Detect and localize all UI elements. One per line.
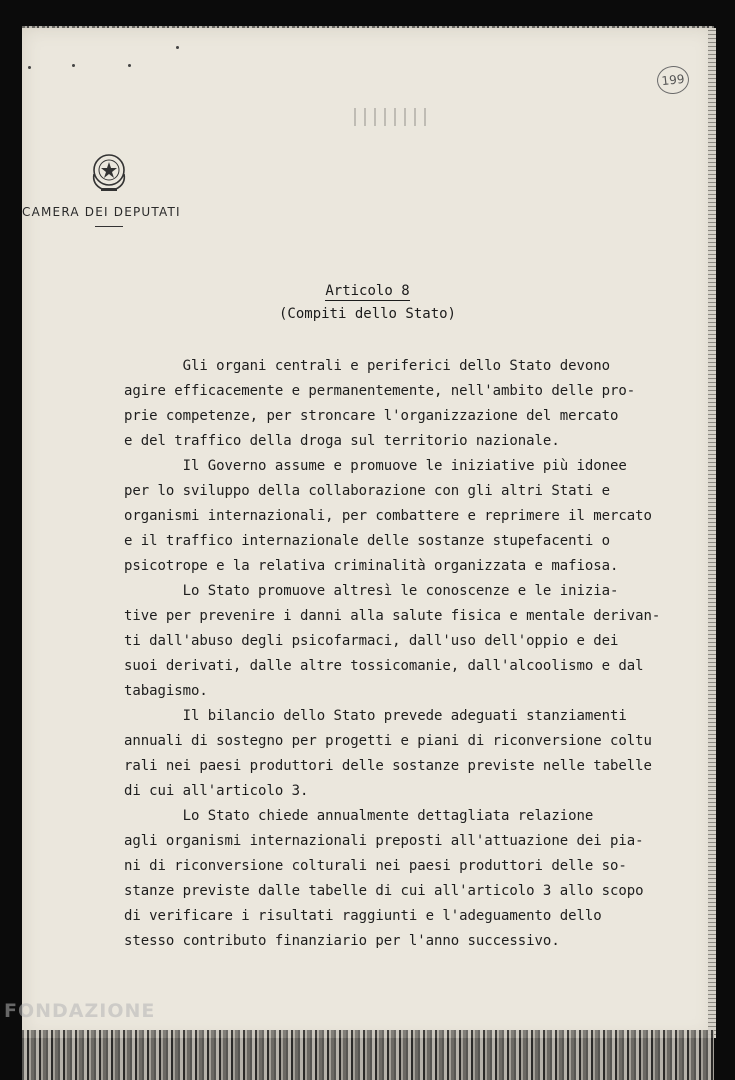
- body-line: tabagismo.: [124, 683, 208, 699]
- speck: [72, 64, 75, 67]
- page-number-stamp: 199: [656, 64, 691, 95]
- article-body: [124, 354, 699, 954]
- article-title: Articolo 8: [325, 283, 410, 299]
- scan-border-bottom: [22, 1030, 714, 1080]
- institution-heading: CAMERA DEI DEPUTATI: [22, 205, 181, 219]
- body-line: Il bilancio dello Stato prevede adeguati stanziamenti: [124, 708, 627, 724]
- speck: [128, 64, 131, 67]
- body-line: e il traffico internazionale delle sostanze stupefacenti o: [124, 533, 610, 549]
- body-line: prie competenze, per stroncare l'organizzazione del mercato: [124, 408, 619, 424]
- body-line: di verificare i risultati raggiunti e l'adeguamento dello: [124, 908, 602, 924]
- speck: [176, 46, 179, 49]
- body-line: ni di riconversione colturali nei paesi produttori delle so-: [124, 858, 627, 874]
- body-line: rali nei paesi produttori delle sostanze previste nelle tabelle: [124, 758, 652, 774]
- body-line: tive per prevenire i danni alla salute fisica e mentale derivan-: [124, 608, 661, 624]
- body-line: Lo Stato promuove altresì le conoscenze e le inizia-: [124, 583, 619, 599]
- speck: [28, 66, 31, 69]
- faded-stamp: [350, 108, 430, 126]
- body-line: Lo Stato chiede annualmente dettagliata relazione: [124, 808, 594, 824]
- body-line: psicotrope e la relativa criminalità organizzata e mafiosa.: [124, 558, 619, 574]
- body-line: di cui all'articolo 3.: [124, 783, 309, 799]
- heading-divider: [95, 226, 123, 227]
- archive-watermark: FONDAZIONE: [4, 1000, 156, 1022]
- body-line: ti dall'abuso degli psicofarmaci, dall'uso dell'oppio e dei: [124, 633, 619, 649]
- body-line: agire efficacemente e permanentemente, nell'ambito delle pro-: [124, 383, 636, 399]
- body-line: agli organismi internazionali preposti all'attuazione dei pia-: [124, 833, 644, 849]
- body-line: Il Governo assume e promuove le iniziative più idonee: [124, 458, 627, 474]
- scan-border-right: [708, 28, 716, 1038]
- body-line: organismi internazionali, per combattere e reprimere il mercato: [124, 508, 652, 524]
- article-subtitle: (Compiti dello Stato): [278, 306, 456, 322]
- body-line: per lo sviluppo della collaborazione con gli altri Stati e: [124, 483, 610, 499]
- body-line: stesso contributo finanziario per l'anno successivo.: [124, 933, 560, 949]
- body-line: suoi derivati, dalle altre tossicomanie, dall'alcoolismo e dal: [124, 658, 644, 674]
- body-line: annuali di sostegno per progetti e piani di riconversione coltu: [124, 733, 652, 749]
- body-line: e del traffico della droga sul territorio nazionale.: [124, 433, 560, 449]
- body-line: stanze previste dalle tabelle di cui all'articolo 3 allo scopo: [124, 883, 644, 899]
- italian-republic-emblem-icon: [88, 150, 130, 196]
- body-line: Gli organi centrali e periferici dello Stato devono: [124, 358, 610, 374]
